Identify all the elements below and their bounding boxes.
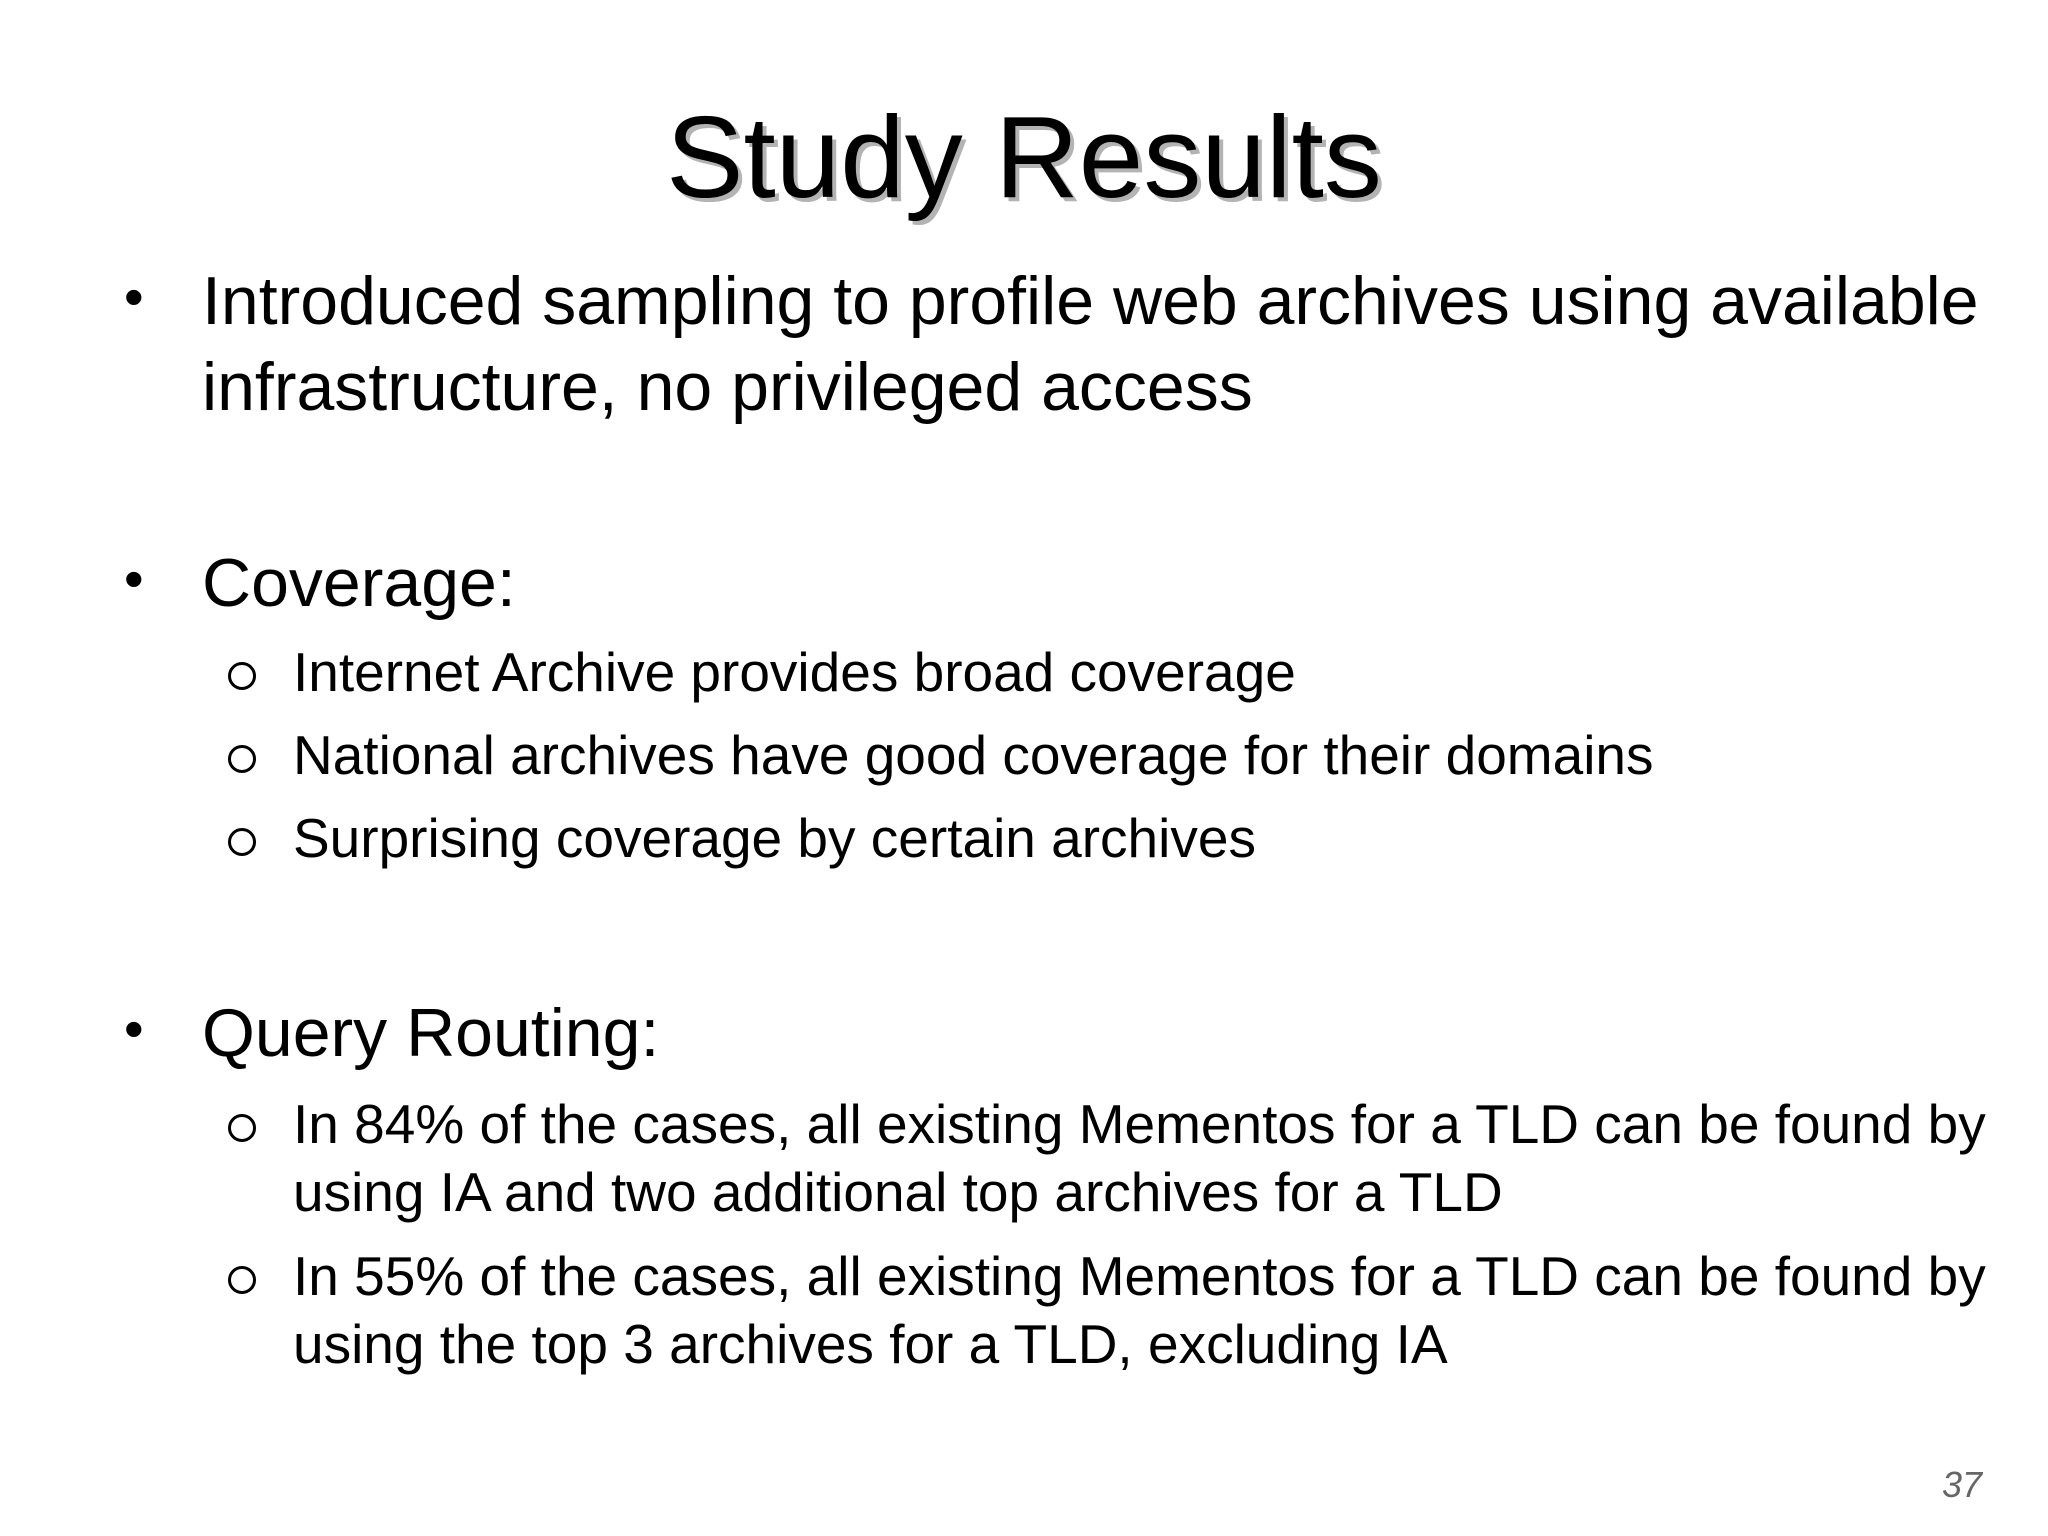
sub-bullet-text: In 84% of the cases, all existing Mementos for a TLD can be found by using IA and two additional top archives for a TLD [293, 1093, 1986, 1223]
bullet-text: Query Routing: [202, 995, 660, 1071]
sub-bullet-text: National archives have good coverage for their domains [293, 724, 1654, 786]
sub-bullet-text: Surprising coverage by certain archives [293, 807, 1256, 869]
hollow-circle-icon [228, 662, 256, 690]
bullet-text: Introduced sampling to profile web archives using available infrastructure, no privileged access [202, 263, 1979, 425]
sub-bullet-text: In 55% of the cases, all existing Mementos for a TLD can be found by using the top 3 archives for a TLD, excluding IA [293, 1245, 1986, 1375]
page-number: 37 [1941, 1464, 1982, 1505]
hollow-circle-icon [228, 745, 256, 773]
bullet-icon: • [124, 547, 144, 610]
bullet-icon: • [124, 265, 144, 328]
slide-title: Study Results [666, 92, 1382, 222]
bullet-text: Coverage: [202, 545, 516, 621]
hollow-circle-icon [228, 1266, 256, 1294]
hollow-circle-icon [228, 828, 256, 856]
hollow-circle-icon [228, 1114, 256, 1142]
bullet-icon: • [124, 997, 144, 1060]
sub-bullet-text: Internet Archive provides broad coverage [293, 641, 1296, 703]
